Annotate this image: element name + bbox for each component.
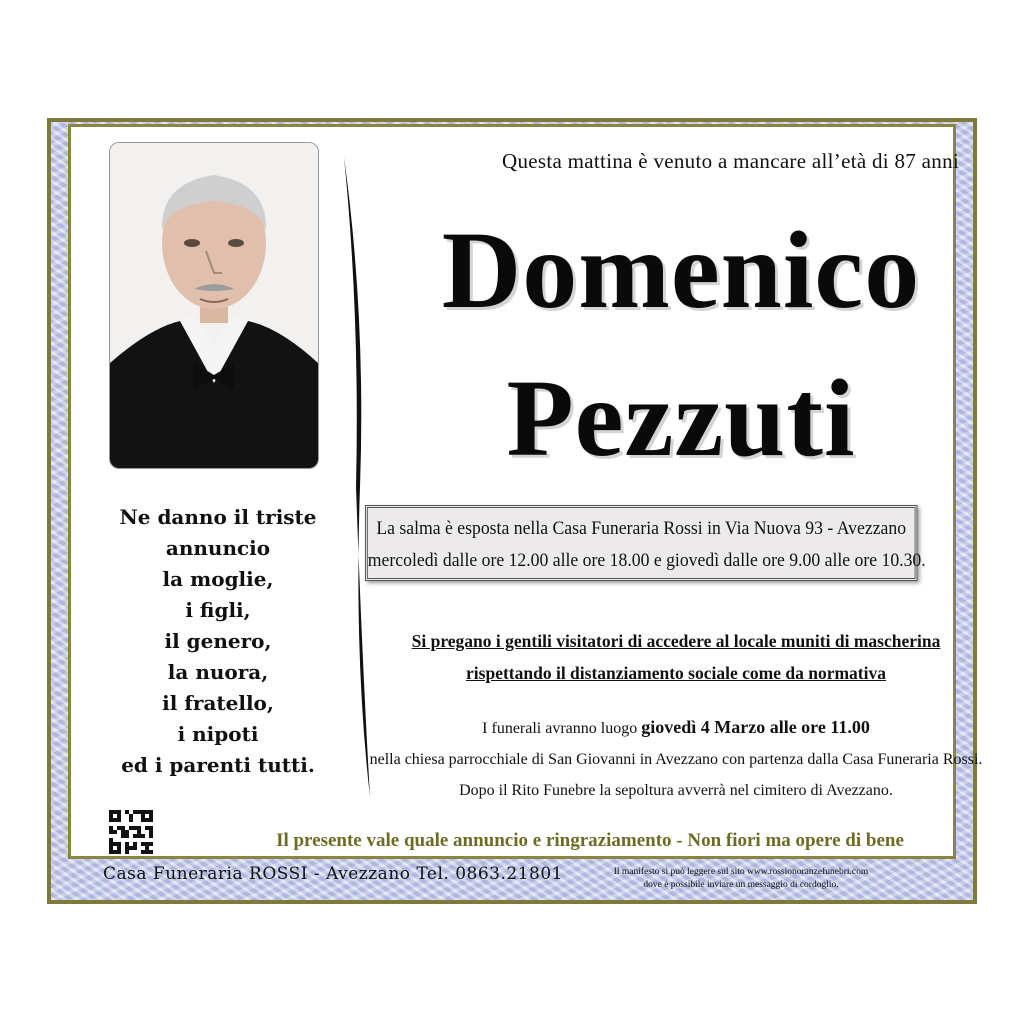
visitor-notice xyxy=(351,625,1001,689)
funeral-line-1 xyxy=(351,712,1001,744)
funeral-line-1-prefix: I funerali avranno luogo xyxy=(482,720,642,737)
mourner-line: il fratello, xyxy=(162,691,274,715)
mourner-line: annuncio xyxy=(165,536,271,560)
website-note-line-2: dove è possibile inviare un messaggio di cordoglio. xyxy=(643,880,839,890)
poster-content-area xyxy=(68,124,983,859)
mourners-list xyxy=(105,502,331,781)
mourner-line: Ne danno il triste xyxy=(119,505,317,529)
funeral-home-contact: Casa Funeraria ROSSI - Avezzano Tel. 0863.21801 xyxy=(103,864,563,884)
curved-divider xyxy=(336,157,376,797)
notice-line-2: rispettando il distanziamento sociale come da normativa xyxy=(466,663,886,683)
portrait-photo xyxy=(109,142,319,469)
funeral-line-3: Dopo il Rito Funebre la sepoltura avverrà nel cimitero di Avezzano. xyxy=(459,782,893,799)
mourner-line: il genero, xyxy=(164,629,272,653)
deceased-first-name: Domenico xyxy=(441,209,921,331)
website-note xyxy=(581,866,901,892)
intro-line: Questa mattina è venuto a mancare all’età di 87 anni xyxy=(502,149,959,173)
funeral-info xyxy=(351,712,1001,806)
closing-line: Il presente vale quale annuncio e ringraziamento - Non fiori ma opere di bene xyxy=(276,830,904,851)
mourner-line: i nipoti xyxy=(177,722,259,746)
mourner-line: ed i parenti tutti. xyxy=(121,753,315,777)
qr-code-icon[interactable] xyxy=(109,810,153,854)
notice-line-1: Si pregano i gentili visitatori di accedere al locale muniti di mascherina xyxy=(411,631,941,651)
viewing-line-1: La salma è esposta nella Casa Funeraria Rossi in Via Nuova 93 - Avezzano xyxy=(376,518,907,539)
website-note-line-1: Il manifesto si può leggere sul sito www.rossionoranzefunebri.com xyxy=(613,867,869,877)
obituary-poster xyxy=(47,118,983,904)
funeral-line-2: nella chiesa parrocchiale di San Giovanni in Avezzano con partenza dalla Casa Funeraria Rossi. xyxy=(369,751,983,768)
mourner-line: i figli, xyxy=(185,598,251,622)
mourner-line: la nuora, xyxy=(167,660,269,684)
funeral-date-time: giovedì 4 Marzo alle ore 11.00 xyxy=(641,717,870,737)
viewing-line-2: mercoledì dalle ore 12.00 alle ore 18.00 e giovedì dalle ore 9.00 alle ore 10.30. xyxy=(367,550,926,571)
viewing-info-box xyxy=(365,505,926,581)
deceased-last-name: Pezzuti xyxy=(506,357,856,479)
mourner-line: la moglie, xyxy=(162,567,274,591)
